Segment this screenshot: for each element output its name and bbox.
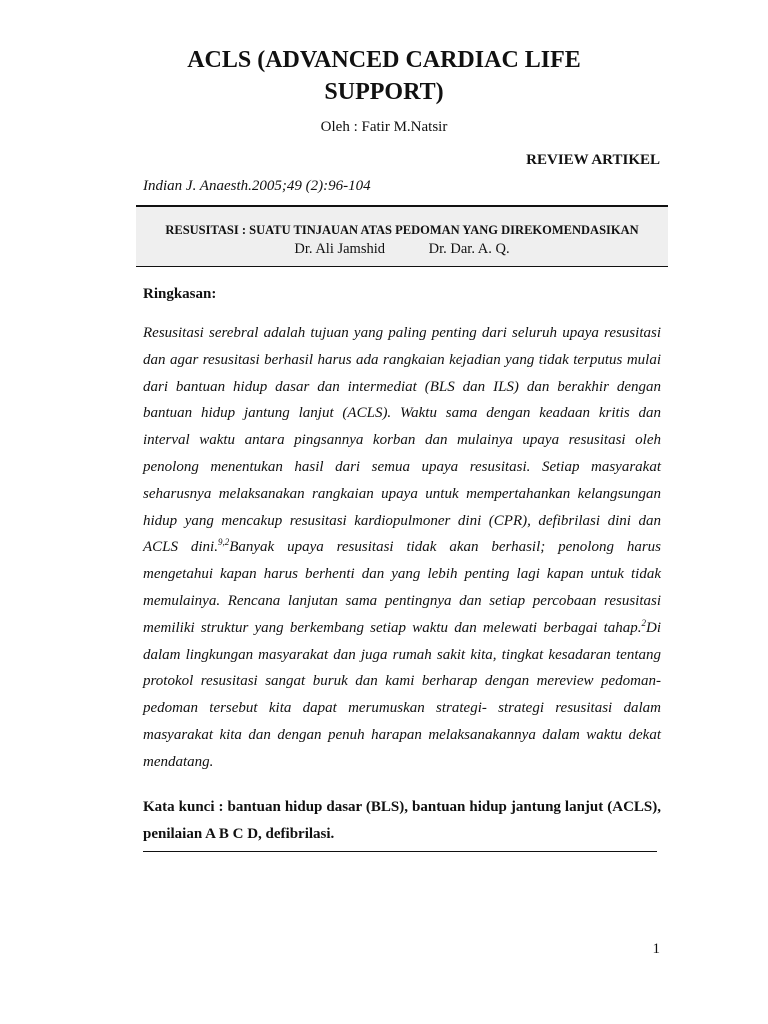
abstract-line: bantuan hidup jantung lanjut (ACLS). Waktu sama dengan keadaan kritis dan bbox=[143, 405, 661, 422]
abstract-line: memulainya. Rencana lanjutan sama pentingnya dan setiap percobaan resusitasi bbox=[143, 592, 661, 609]
abstract-line: interval waktu antara pingsannya korban dan mulainya upaya resusitasi oleh bbox=[143, 432, 661, 449]
abstract-text: memiliki struktur yang berkembang setiap waktu dan melewati berbagai tahap. bbox=[143, 619, 642, 636]
author-line: Oleh : Fatir M.Natsir bbox=[320, 119, 448, 135]
abstract-text: ACLS dini. bbox=[143, 539, 218, 556]
abstract-line-with-reference bbox=[143, 615, 661, 642]
abstract-line: dalam lingkungan masyarakat dan juga rumah sakit kita, tingkat kesadaran tentang bbox=[143, 646, 661, 663]
box-author-2: Dr. Dar. A. Q. bbox=[428, 241, 510, 257]
abstract-line: dan agar resusitasi berhasil harus ada rangkaian kejadian yang tidak terputus mulai bbox=[143, 351, 661, 368]
abstract-text: Banyak upaya resusitasi tidak akan berhasil; penolong harus bbox=[229, 539, 661, 556]
box-authors bbox=[136, 241, 668, 258]
abstract-line: seharusnya melaksanakan rangkaian upaya untuk mempertahankan kelangsungan bbox=[143, 485, 661, 502]
keywords-line-2: penilaian A B C D, defibrilasi. bbox=[143, 826, 335, 842]
abstract-text: Di bbox=[646, 619, 661, 636]
box-title: RESUSITASI : SUATU TINJAUAN ATAS PEDOMAN YANG DIREKOMENDASIKAN bbox=[165, 223, 639, 237]
abstract-line-with-reference bbox=[143, 534, 661, 561]
reference-superscript: 2 bbox=[641, 617, 646, 628]
article-header-box bbox=[136, 205, 668, 267]
citation: Indian J. Anaesth.2005;49 (2):96-104 bbox=[143, 178, 371, 194]
keywords bbox=[143, 794, 661, 848]
abstract-line: penolong menentukan hasil dari semua upaya resusitasi. Setiap masyarakat bbox=[143, 458, 661, 475]
reference-superscript: 9,2 bbox=[217, 537, 230, 548]
box-author-1: Dr. Ali Jamshid bbox=[294, 241, 386, 257]
abstract-line: mengetahui kapan harus berhenti dan yang lebih penting lagi kapan untuk tidak bbox=[143, 566, 661, 583]
abstract-line: hidup yang mencakup resusitasi kardiopulmoner dini (CPR), defibrilasi dini dan bbox=[143, 512, 661, 529]
article-type: REVIEW ARTIKEL bbox=[526, 152, 660, 168]
divider bbox=[143, 851, 657, 852]
summary-heading: Ringkasan: bbox=[143, 286, 217, 302]
abstract-body bbox=[143, 320, 661, 776]
page-number: 1 bbox=[652, 941, 660, 957]
abstract-line: protokol resusitasi sangat buruk dan kami berharap dengan mereview pedoman- bbox=[143, 673, 661, 690]
abstract-line: mendatang. bbox=[143, 753, 214, 770]
title-line-1: ACLS (ADVANCED CARDIAC LIFE bbox=[187, 47, 581, 73]
abstract-line: dari bantuan hidup dasar dan intermediat (BLS dan ILS) dan berakhir dengan bbox=[143, 378, 661, 395]
title-line-2: SUPPORT) bbox=[324, 79, 444, 105]
document-title bbox=[0, 44, 768, 108]
abstract-line: Resusitasi serebral adalah tujuan yang paling penting dari seluruh upaya resusitasi bbox=[143, 325, 661, 341]
abstract-line: pedoman tersebut kita dapat merumuskan strategi- strategi resusitasi dalam bbox=[143, 700, 661, 717]
keywords-line-1: Kata kunci : bantuan hidup dasar (BLS), bantuan hidup jantung lanjut (ACLS), bbox=[143, 799, 661, 815]
abstract-line: masyarakat kita dan dengan penuh harapan melaksanakannya dalam waktu dekat bbox=[143, 726, 661, 743]
